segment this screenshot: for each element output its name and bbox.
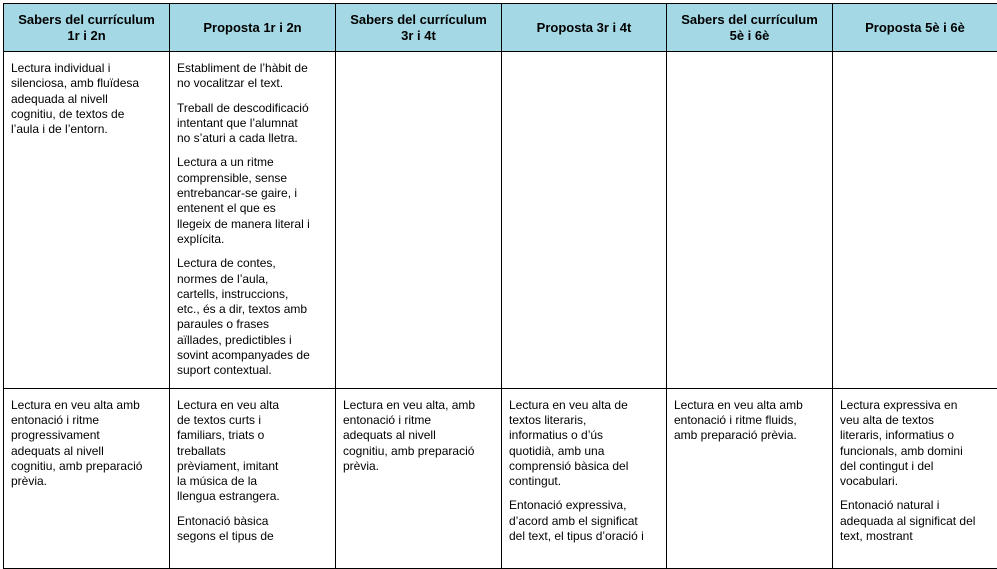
paragraph: Entonació bàsica segons el tipus de — [177, 514, 329, 545]
curriculum-table — [3, 3, 997, 569]
header-proposta-3r-4t: Proposta 3r i 4t — [502, 4, 667, 52]
cell-sabers-5e-6e — [667, 388, 833, 568]
cell-text: Lectura en veu alta, amb entonació i ritme adequats al nivell cognitiu, amb preparació prèvia. — [343, 398, 495, 474]
cell-sabers-3r-4t — [336, 388, 502, 568]
header-sabers-1r-2n: Sabers del currículum 1r i 2n — [4, 4, 170, 52]
cell-proposta-3r-4t — [502, 388, 667, 568]
cell-text: Lectura en veu alta amb entonació i ritme fluids, amb preparació prèvia. — [674, 398, 826, 444]
header-sabers-3r-4t: Sabers del currículum 3r i 4t — [336, 4, 502, 52]
cell-proposta-3r-4t — [502, 52, 667, 389]
cell-sabers-5e-6e — [667, 52, 833, 389]
header-sabers-5e-6e: Sabers del currículum 5è i 6è — [667, 4, 833, 52]
cell-text: Lectura individual i silenciosa, amb fluïdesa adequada al nivell cognitiu, de textos de l’aula i de l’entorn. — [11, 61, 163, 137]
cell-proposta-5e-6e — [833, 52, 997, 389]
paragraph: Lectura en veu alta de textos curts i familiars, triats o treballats prèviament, imitant la música de la llengua estrangera. — [177, 398, 329, 505]
paragraph: Lectura en veu alta de textos literaris, informatius o d’ús quotidià, amb una comprensió bàsica del contingut. — [509, 398, 660, 490]
cell-sabers-1r-2n — [4, 52, 170, 389]
header-row — [4, 4, 997, 52]
paragraph: Entonació expressiva, d’acord amb el significat del text, el tipus d’oració i — [509, 498, 660, 544]
cell-sabers-1r-2n — [4, 388, 170, 568]
cell-proposta-1r-2n — [170, 388, 336, 568]
cell-sabers-3r-4t — [336, 52, 502, 389]
paragraph: Establiment de l’hàbit de no vocalitzar el text. — [177, 61, 329, 92]
paragraph: Lectura a un ritme comprensible, sense entrebancar-se gaire, i entenent el que es llegeix de manera literal i explícita. — [177, 155, 329, 247]
paragraph: Lectura expressiva en veu alta de textos literaris, informatius o funcionals, amb domini del contingut i del vocabulari. — [840, 398, 991, 490]
cell-proposta-1r-2n — [170, 52, 336, 389]
cell-proposta-5e-6e — [833, 388, 997, 568]
header-proposta-1r-2n: Proposta 1r i 2n — [170, 4, 336, 52]
cell-text: Lectura en veu alta amb entonació i ritme progressivament adequats al nivell cognitiu, amb preparació prèvia. — [11, 398, 163, 490]
table-row — [4, 52, 997, 389]
paragraph: Lectura de contes, normes de l’aula, cartells, instruccions, etc., és a dir, textos amb paraules o frases aïllades, predictibles i sovint acompanyades de suport contextual. — [177, 256, 329, 378]
paragraph: Entonació natural i adequada al significat del text, mostrant — [840, 498, 991, 544]
paragraph: Treball de descodificació intentant que l’alumnat no s’aturi a cada lletra. — [177, 101, 329, 147]
table-row — [4, 388, 997, 568]
header-proposta-5e-6e: Proposta 5è i 6è — [833, 4, 997, 52]
